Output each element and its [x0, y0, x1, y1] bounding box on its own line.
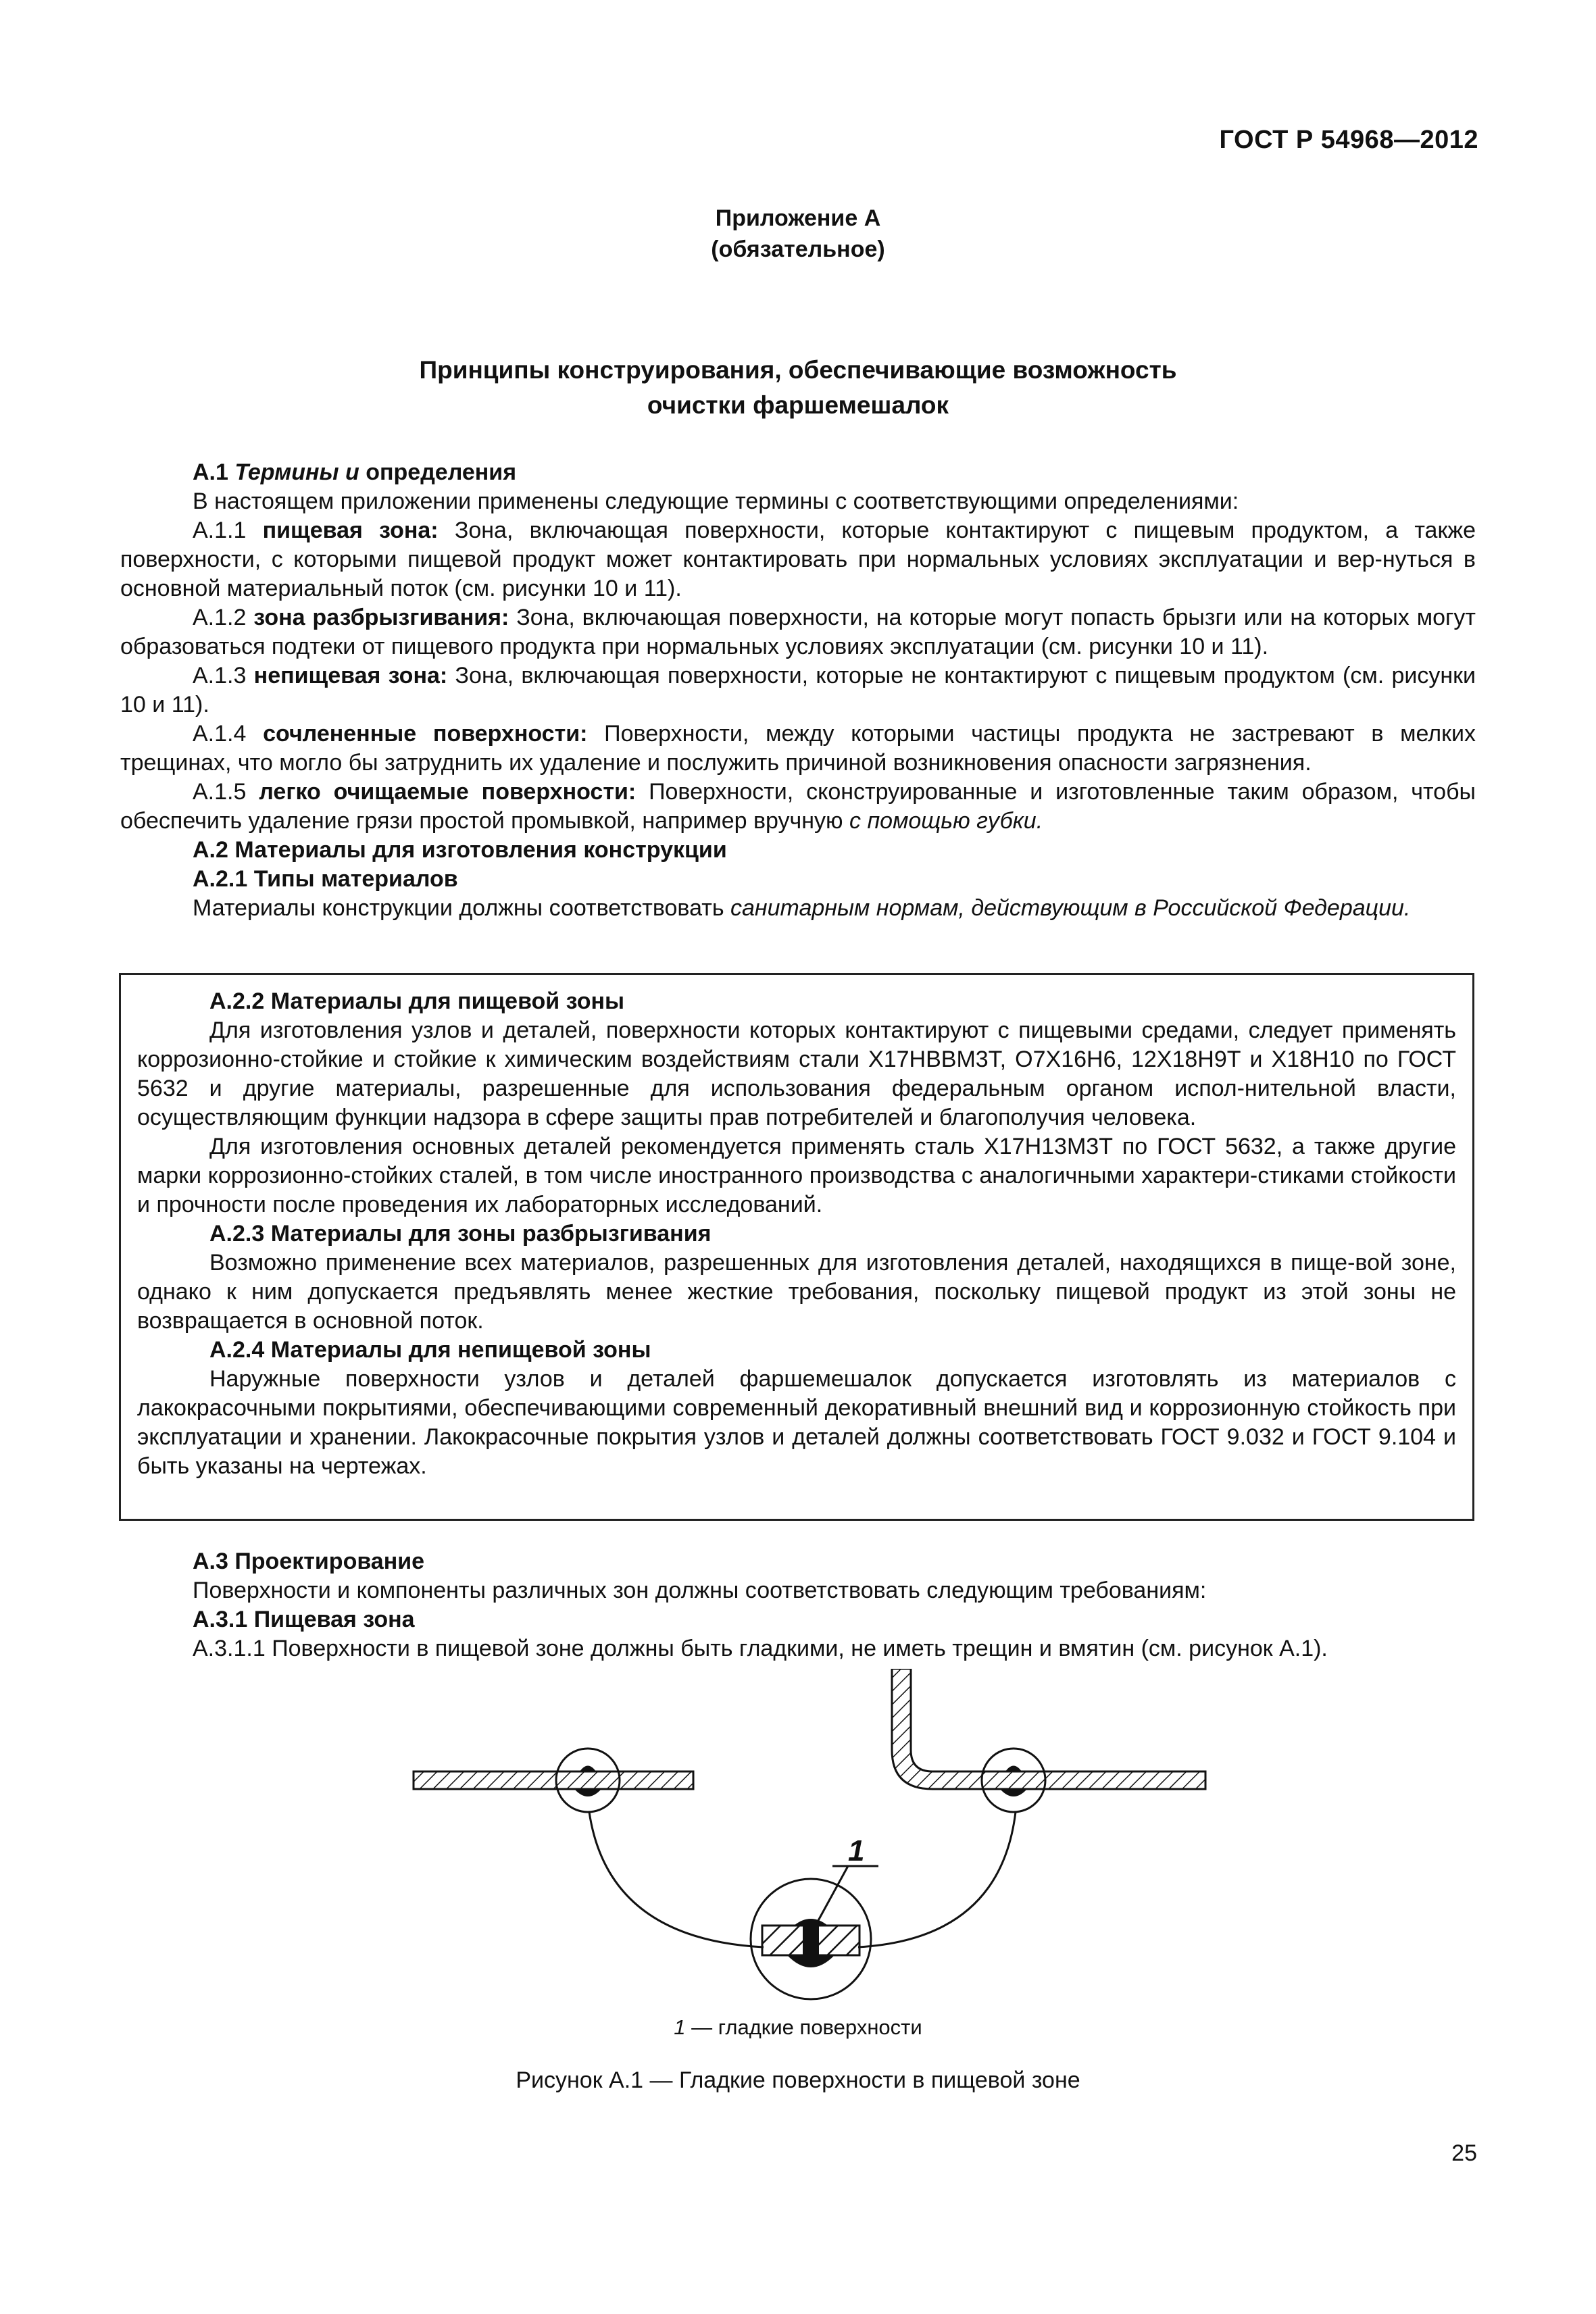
a2-4-text: Наружные поверхности узлов и деталей фаршемешалок допускается изготовлять из материалов с лакокрасочными покрытиями, обеспечивающими современный декоративный внешний вид и коррозионную стойкость при эксплуатации и хранении. Лакокрасочные покрытия узлов и деталей должны соответствовать ГОСТ 9.032 и ГОСТ 9.104 и быть указаны на чертежах. — [137, 1366, 1456, 1479]
page-title — [0, 353, 1596, 423]
a1-heading: А.1 Термины и определения — [193, 459, 517, 485]
a3-1-heading: А.3.1 Пищевая зона — [193, 1607, 415, 1632]
title-line-1: Принципы конструирования, обеспечивающие возможность — [419, 356, 1177, 384]
a1-intro: В настоящем приложении применены следующие термины с соответствующими определениями: — [193, 488, 1239, 514]
right-leader-arc — [858, 1812, 1016, 1947]
a2-1-text: Материалы конструкции должны соответствовать санитарным нормам, действующим в Российской Федерации. — [193, 895, 1411, 921]
annex-heading — [0, 203, 1596, 265]
a2-3-heading: А.2.3 Материалы для зоны разбрызгивания — [209, 1221, 712, 1247]
term-a1-3: А.1.3 непищевая зона: Зона, включающая поверхности, которые не контактируют с пищевым продуктом (см. рисунки 10 и 11). — [120, 663, 1476, 718]
callout-number: 1 — [848, 1834, 865, 1867]
annex-title: Приложение А — [715, 205, 881, 231]
a2-heading: А.2 Материалы для изготовления конструкции — [193, 837, 727, 863]
title-line-2: очистки фаршемешалок — [647, 391, 949, 419]
section-a3 — [120, 1547, 1476, 1663]
materials-box — [119, 973, 1474, 1521]
left-welded-plate — [414, 1749, 693, 1812]
a2-1-heading: А.2.1 Типы материалов — [193, 866, 458, 892]
figure-caption: Рисунок А.1 — Гладкие поверхности в пищевой зоне — [516, 2067, 1080, 2093]
a3-heading: А.3 Проектирование — [193, 1549, 425, 1574]
figure-a1-drawing — [405, 1669, 1216, 2007]
right-bent-plate — [892, 1669, 1205, 1812]
standard-code: ГОСТ Р 54968—2012 — [1219, 126, 1478, 154]
section-a1 — [120, 458, 1476, 923]
term-a1-2: А.1.2 зона разбрызгивания: Зона, включающая поверхности, на которые могут попасть брызги или на которых могут образоваться подтеки от пищевого продукта при нормальных условиях эксплуатации (см. рисунки 10 и 11). — [120, 605, 1476, 659]
page-number: 25 — [1451, 2140, 1477, 2166]
a3-intro: Поверхности и компоненты различных зон должны соответствовать следующим требованиям: — [193, 1578, 1207, 1603]
term-a1-1: А.1.1 пищевая зона: Зона, включающая поверхности, которые контактируют с пищевым продуктом, а также поверхности, с которыми пищевой продукт может контактировать при нормальных условиях эксплуатации и вер-нуться в основной материальный поток (см. рисунки 10 и 11). — [120, 518, 1476, 601]
a2-2-text-2: Для изготовления основных деталей рекомендуется применять сталь Х17Н13М3Т по ГОСТ 5632, а также другие марки коррозионно-стойких сталей, в том числе иностранного производства с аналогичными характери-стиками стойкости и прочности после проведения их лабораторных исследований. — [137, 1134, 1456, 1217]
left-leader-arc — [589, 1812, 764, 1947]
a2-4-heading: А.2.4 Материалы для непищевой зоны — [209, 1337, 651, 1363]
callout-leader — [816, 1866, 848, 1924]
annex-status: (обязательное) — [711, 236, 885, 262]
figure-key: 1 — гладкие поверхности — [674, 2015, 922, 2039]
a3-1-1-text: А.3.1.1 Поверхности в пищевой зоне должны быть гладкими, не иметь трещин и вмятин (см. рисунок А.1). — [193, 1636, 1328, 1661]
term-a1-5: А.1.5 легко очищаемые поверхности: Поверхности, сконструированные и изготовленные таким образом, чтобы обеспечить удаление грязи простой промывкой, например вручную с помощью губки. — [120, 779, 1476, 834]
a2-2-heading: А.2.2 Материалы для пищевой зоны — [209, 988, 625, 1014]
a2-2-text-1: Для изготовления узлов и деталей, поверхности которых контактируют с пищевыми средами, следует применять коррозионно-стойкие и стойкие к химическим воздействиям стали Х17НВВМ3Т, О7Х16Н6, 12Х18Н9Т и Х18Н10 по ГОСТ 5632 и другие материалы, разрешенные для использования федеральным органом испол-нительной власти, осуществляющим функции надзора в сфере защиты прав потребителей и благополучия человека. — [137, 1017, 1456, 1130]
term-a1-4: А.1.4 сочлененные поверхности: Поверхности, между которыми частицы продукта не застревают в мелких трещинах, что могло бы затруднить их удаление и послужить причиной возникновения опасности загрязнения. — [120, 721, 1476, 776]
magnified-detail — [751, 1879, 871, 1999]
a2-3-text: Возможно применение всех материалов, разрешенных для изготовления деталей, находящихся в пище-вой зоне, однако к ним допускается предъявлять менее жесткие требования, поскольку пищевой продукт из этой зоны не возвращается в основной поток. — [137, 1250, 1456, 1334]
